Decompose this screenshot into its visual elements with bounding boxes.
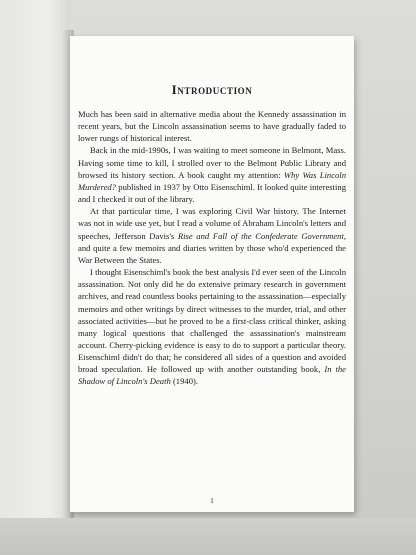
left-page: [0, 0, 70, 555]
chapter-heading: Introduction: [171, 82, 253, 97]
table-surface: [0, 518, 416, 555]
body-text: [78, 108, 346, 388]
paragraph-1-text: Much has been said in alternative media about the Kennedy assassination in recent years, but the Lincoln assassination seems to have gradually faded to lower rungs of historical interest.: [78, 109, 346, 144]
paragraph-3-text-a: At that particular time, I was exploring Civil War history. The Internet was not in wide use yet, but I read a volume of Abraham Lincoln's letters and speeches, Jefferson Davis's: [78, 206, 346, 241]
paragraph-4: [78, 266, 346, 388]
book-title-why-was-lincoln-murdered: Why Was Lincoln Murdered?: [78, 169, 346, 192]
paragraph-2: [78, 144, 346, 205]
book-title-rise-and-fall: Rise and Fall of the Confederate Government: [177, 230, 344, 241]
paragraph-2-text-b: published in 1937 by Otto Eisenschiml. It looked quite interesting and I checked it out of the library.: [78, 181, 346, 205]
paragraph-2-text-a: Back in the mid-1990s, I was waiting to meet someone in Belmont, Mass. Having some time to kill, I strolled over to the Belmont Public Library and browsed its history section. A book caught my attention:: [78, 145, 346, 180]
paragraph-3: [78, 205, 346, 266]
book-page: [70, 36, 354, 512]
paragraph-4-text-a: I thought Eisenschiml's book the best analysis I'd ever seen of the Lincoln assassination. Not only did he do extensive primary research in government archives, and read countless books pertaining to the assassination—especially memoirs and other writings by direct witnesses to the murder, trial, and other associated activities—but he proved to be a first-class critical thinker, asking many logical questions that challenged the assassination's mainstream account. Cherry-picking evidence is easy to do to support a particular theory. Eisenschiml didn't do that; he considered all sides of a question and avoided broad speculation. He followed up with another outstanding book,: [78, 267, 346, 375]
paragraph-4-text-b: (1940).: [170, 376, 199, 387]
page-number: 1: [210, 496, 214, 505]
book-title-in-the-shadow: In the Shadow of Lincoln's Death: [78, 364, 346, 387]
paragraph-3-text-b: , and quite a few memoirs and diaries written by those who'd experienced the War Between the States.: [78, 230, 346, 265]
paragraph-1: [78, 108, 346, 144]
